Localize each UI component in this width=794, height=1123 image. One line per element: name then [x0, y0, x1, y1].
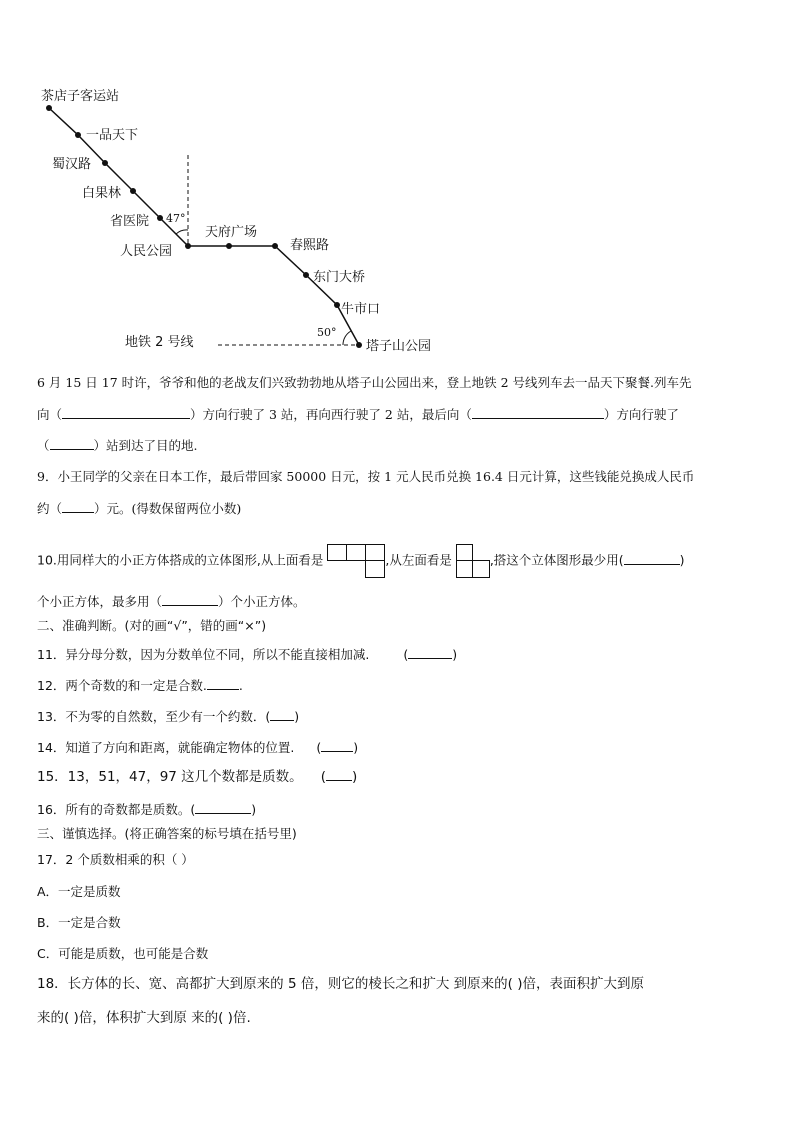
q8-text: ）站到达了目的地. [93, 438, 198, 453]
q8-text: ）方向行驶了 3 站，再向西行驶了 2 站，最后向（ [190, 407, 472, 422]
station-label: 省医院 [110, 214, 150, 229]
answer-blank[interactable] [408, 646, 452, 659]
q11-text: ) [452, 647, 458, 662]
q14-text: ( [316, 740, 322, 755]
q13-text: ) [294, 709, 300, 724]
answer-blank[interactable] [195, 801, 251, 814]
station-label: 茶店子客运站 [41, 89, 120, 104]
station-label: 白果林 [82, 186, 122, 201]
q12-text: . [238, 678, 243, 693]
q11-text: ( [403, 647, 409, 662]
answer-blank[interactable] [62, 500, 94, 513]
q17-option-c[interactable]: C．可能是质数，也可能是合数 [37, 946, 209, 961]
station-dot-tianfuguangchang [226, 243, 232, 249]
station-dot-dongmendaqiao [303, 272, 309, 278]
q12-text: 12．两个奇数的和一定是合数. [37, 678, 207, 693]
q14-text: ) [353, 740, 359, 755]
q10-text: 个小正方体，最多用（ [37, 594, 163, 609]
answer-blank[interactable] [162, 593, 218, 606]
station-label: 天府广场 [205, 225, 258, 240]
q15-text: 15．13，51，47，97 这几个数都是质数。 [37, 769, 303, 785]
angle-label-47: 47° [166, 212, 186, 225]
q17-option-a[interactable]: A．一定是质数 [37, 884, 121, 899]
q15 [37, 768, 357, 785]
q17-stem: 17．2 个质数相乘的积（ ） [37, 852, 194, 867]
q10-line1 [37, 544, 685, 578]
q14 [37, 739, 358, 756]
q14-text: 14．知道了方向和距离，就能确定物体的位置. [37, 740, 295, 755]
q8-text: ）方向行驶了 [603, 407, 679, 422]
station-label: 人民公园 [120, 244, 173, 259]
subway-route-line [49, 108, 359, 345]
answer-blank[interactable] [326, 768, 352, 781]
station-dot-shuhanlu [102, 160, 108, 166]
q10-text: ）个小正方体。 [218, 594, 306, 609]
q9-text: ）元。(得数保留两位小数) [94, 501, 242, 516]
angle-arc-50 [343, 331, 351, 345]
q16 [37, 801, 256, 818]
station-label: 蜀汉路 [52, 157, 92, 172]
q8-line1: 6 月 15 日 17 时许，爷爷和他的老战友们兴致勃勃地从塔子山公园出来，登上地铁 2 号线列车去一品天下聚餐.列车先 [37, 375, 692, 390]
q11 [37, 646, 457, 663]
angle-arc-47 [176, 230, 188, 234]
angle-label-50: 50° [317, 326, 337, 339]
station-label: 春熙路 [290, 238, 330, 253]
q8-text: 向（ [37, 407, 63, 422]
q10-text: ,从左面看是 [385, 552, 452, 568]
subway-line-2-map [0, 0, 794, 360]
q16-text: 16．所有的奇数都是质数。( [37, 802, 196, 817]
q17-option-b[interactable]: B．一定是合数 [37, 915, 121, 930]
q12 [37, 677, 243, 694]
q18-line2: 来的( )倍，体积扩大到原 来的( )倍. [37, 1010, 251, 1026]
q15-text: ( [320, 769, 326, 785]
station-dot-chunxilu [272, 243, 278, 249]
section-3-heading: 三、谨慎选择。(将正确答案的标号填在括号里) [37, 826, 297, 841]
q9-text: 约（ [37, 501, 63, 516]
station-label: 东门大桥 [313, 270, 366, 285]
answer-blank[interactable] [207, 677, 239, 690]
q10-text: 10.用同样大的小正方体搭成的立体图形,从上面看是 [37, 552, 324, 568]
q10-text: ) [679, 552, 685, 568]
top-view-figure [327, 544, 385, 578]
q11-text: 11．异分母分数，因为分数单位不同，所以不能直接相加减. [37, 647, 370, 662]
answer-blank[interactable] [62, 406, 190, 419]
station-dot-renmingongyuan [185, 243, 191, 249]
q9-line1: 9．小王同学的父亲在日本工作，最后带回家 50000 日元，按 1 元人民币兑换 16.4 日元计算，这些钱能兑换成人民币 [37, 469, 695, 484]
q8-text: （ [37, 438, 50, 453]
q16-text: ) [251, 802, 257, 817]
station-label: 牛市口 [341, 302, 381, 317]
answer-blank[interactable] [321, 739, 353, 752]
station-label: 一品天下 [86, 128, 139, 143]
answer-blank[interactable] [270, 708, 294, 721]
station-dot-tazishangongyuan [356, 342, 362, 348]
answer-blank[interactable] [624, 552, 680, 565]
q18-line1: 18．长方体的长、宽、高都扩大到原来的 5 倍，则它的棱长之和扩大 到原来的( )倍，表面积扩大到原 [37, 976, 644, 992]
station-dot-shengyiyuan [157, 215, 163, 221]
q8-line3 [37, 437, 198, 454]
q15-text: ) [351, 769, 358, 785]
station-dot-yipintianxia [75, 132, 81, 138]
q10-line2 [37, 593, 306, 610]
station-dot-niushikou [334, 302, 340, 308]
q13 [37, 708, 299, 725]
section-2-heading: 二、准确判断。(对的画“√”，错的画“×”) [37, 618, 267, 633]
station-dot-chadianzi [46, 105, 52, 111]
q9-line2 [37, 500, 241, 517]
station-dot-baiguolin [130, 188, 136, 194]
left-view-figure [456, 544, 490, 578]
q8-line2 [37, 406, 679, 423]
q10-text: ,搭这个立体图形最少用( [489, 552, 624, 568]
subway-line-label: 地铁 2 号线 [125, 335, 194, 350]
answer-blank[interactable] [50, 437, 94, 450]
answer-blank[interactable] [472, 406, 604, 419]
q13-text: 13．不为零的自然数，至少有一个约数．( [37, 709, 271, 724]
station-label: 塔子山公园 [366, 339, 432, 354]
